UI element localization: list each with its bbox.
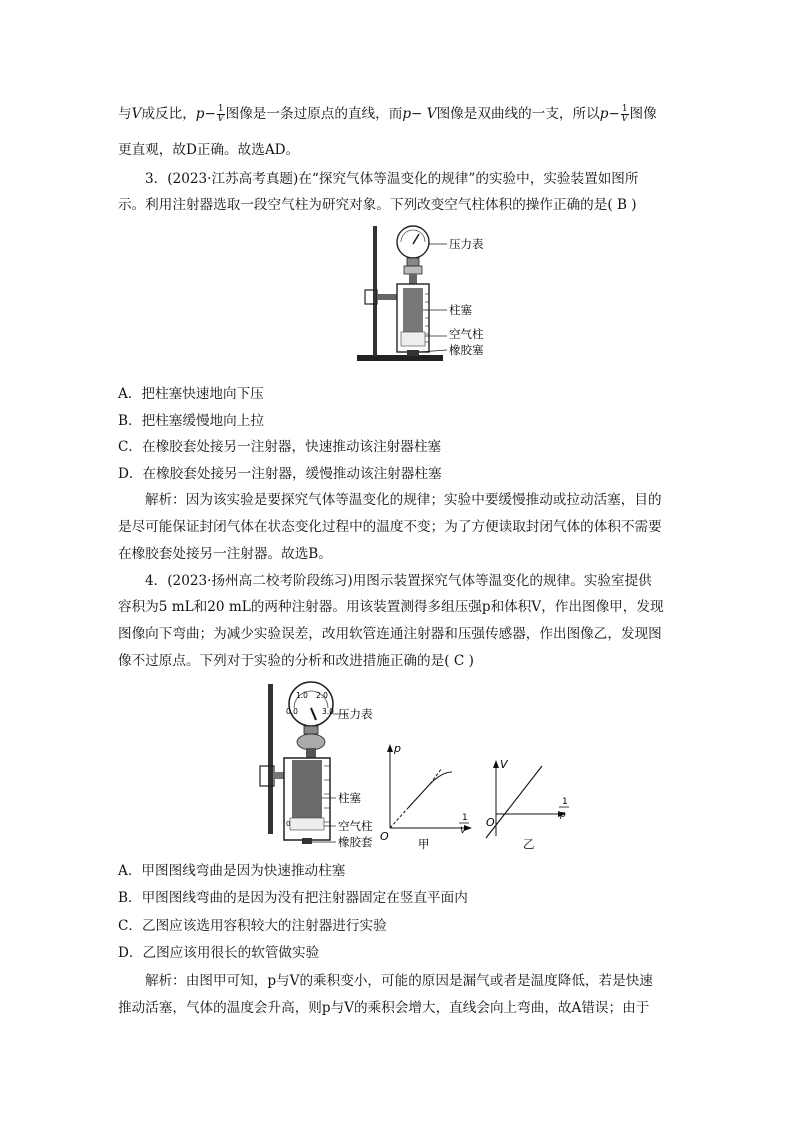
rubber-sleeve — [302, 838, 312, 844]
air-column — [290, 818, 324, 830]
label-stopper: 橡胶塞 — [449, 343, 484, 357]
graph-jia-curve — [408, 772, 452, 808]
svg-text:p: p — [560, 810, 566, 820]
svg-text:p: p — [394, 742, 401, 755]
svg-text:4: 4 — [286, 764, 291, 772]
air-column — [401, 332, 425, 346]
label-air-column: 空气柱 — [338, 819, 373, 833]
q4-option-a: A．甲图图线弯曲是因为快速推动柱塞 — [118, 863, 346, 879]
q3-analysis-line-2: 是尽可能保证封闭气体在状态变化过程中的温度不变；为了方便读取封闭气体的体积不需要 — [118, 519, 662, 535]
q3-option-d: D．在橡胶套处接另一注射器，缓慢推动该注射器柱塞 — [118, 466, 442, 482]
q4-stem-line-2: 容积为5 mL和20 mL的两种注射器。用该装置测得多组压强p和体积V，作出图像甲，发现 — [118, 599, 664, 615]
q3-apparatus-figure — [355, 222, 515, 364]
svg-text:V: V — [500, 758, 508, 771]
label-gauge: 压力表 — [338, 707, 373, 721]
stand-base — [357, 355, 443, 361]
q3-stem-line-1: 3．(2023·江苏高考真题)在“探究气体等温变化的规律”的实验中，实验装置如图所 — [145, 171, 639, 187]
q3-stem-line-2: 示。利用注射器选取一段空气柱为研究对象。下列改变空气柱体积的操作正确的是( B ) — [118, 197, 637, 213]
svg-text:O: O — [380, 830, 389, 843]
graph-jia-caption: 甲 — [418, 837, 430, 851]
svg-text:2.0: 2.0 — [316, 691, 328, 700]
pressure-gauge — [397, 226, 429, 258]
plunger — [403, 288, 423, 332]
plunger — [292, 760, 322, 818]
svg-text:0: 0 — [286, 820, 291, 828]
rubber-stopper — [407, 350, 419, 356]
stand-pole — [268, 684, 273, 834]
svg-text:V: V — [460, 826, 467, 836]
q4-analysis-line-2: 推动活塞，气体的温度会升高，则p与V的乘积会增大，直线会向上弯曲，故A错误；由于 — [118, 1000, 650, 1016]
graph-yi — [486, 758, 569, 851]
svg-text:3: 3 — [286, 778, 291, 786]
fraction-1-over-v-2: $\frac{1}{V}$ — [621, 104, 628, 124]
graph-jia — [380, 742, 472, 851]
graph-yi-caption: 乙 — [523, 837, 535, 851]
q3-analysis-line-1: 解析：因为该实验是要探究气体等温变化的规律；实验中要缓慢推动或拉动活塞，目的 — [145, 492, 662, 508]
svg-text:1: 1 — [462, 813, 468, 823]
q3-analysis-line-3: 在橡胶套处接另一注射器。故选B。 — [118, 546, 332, 562]
svg-text:1: 1 — [562, 797, 568, 807]
q4-option-c: C．乙图应该选用容积较大的注射器进行实验 — [118, 918, 387, 934]
svg-text:1.0: 1.0 — [296, 691, 308, 700]
q4-stem-line-4: 像不过原点。下列对于实验的分析和改进措施正确的是( C ) — [118, 653, 474, 669]
q3-option-c: C．在橡胶套处接另一注射器，快速推动该注射器柱塞 — [118, 439, 442, 455]
analysis-continuation-line-2: 更直观，故D正确。故选AD。 — [118, 142, 300, 158]
label-sleeve: 橡胶套 — [338, 835, 373, 849]
q4-stem-line-1: 4．(2023·扬州高二校考阶段练习)用图示装置探究气体等温变化的规律。实验室提供 — [145, 573, 652, 589]
q4-apparatus-figure — [240, 680, 590, 856]
label-gauge: 压力表 — [449, 237, 484, 251]
pressure-gauge — [289, 682, 333, 726]
stand-pole — [373, 226, 377, 356]
q4-stem-line-3: 图像向下弯曲；为减少实验误差，改用软管连通注射器和压强传感器，作出图像乙，发现图 — [118, 626, 662, 642]
q4-option-d: D．乙图应该用很长的软管做实验 — [118, 945, 320, 961]
q4-option-b: B．甲图图线弯曲的是因为没有把注射器固定在竖直平面内 — [118, 890, 468, 906]
svg-text:2: 2 — [286, 792, 291, 800]
label-plunger: 柱塞 — [449, 303, 472, 317]
q3-option-a: A．把柱塞快速地向下压 — [118, 386, 264, 402]
fraction-1-over-v: $\frac{1}{V}$ — [217, 104, 224, 124]
svg-text:3.0: 3.0 — [322, 707, 334, 716]
label-plunger: 柱塞 — [338, 791, 361, 805]
svg-text:1: 1 — [286, 806, 291, 814]
q3-option-b: B．把柱塞缓慢地向上拉 — [118, 413, 264, 429]
svg-text:O: O — [486, 816, 495, 829]
label-air-column: 空气柱 — [449, 327, 484, 341]
analysis-continuation-line-1: 与V成反比，p− $\frac{1}{V}$ 图像是一条过原点的直线，而p− V图像是双曲线的一支，所以p− $\frac{1}{V}$ 图像 — [118, 104, 657, 124]
q4-analysis-line-1: 解析：由图甲可知，p与V的乘积变小，可能的原因是漏气或者是温度降低，若是快速 — [145, 973, 653, 989]
svg-text:0.0: 0.0 — [286, 707, 298, 716]
